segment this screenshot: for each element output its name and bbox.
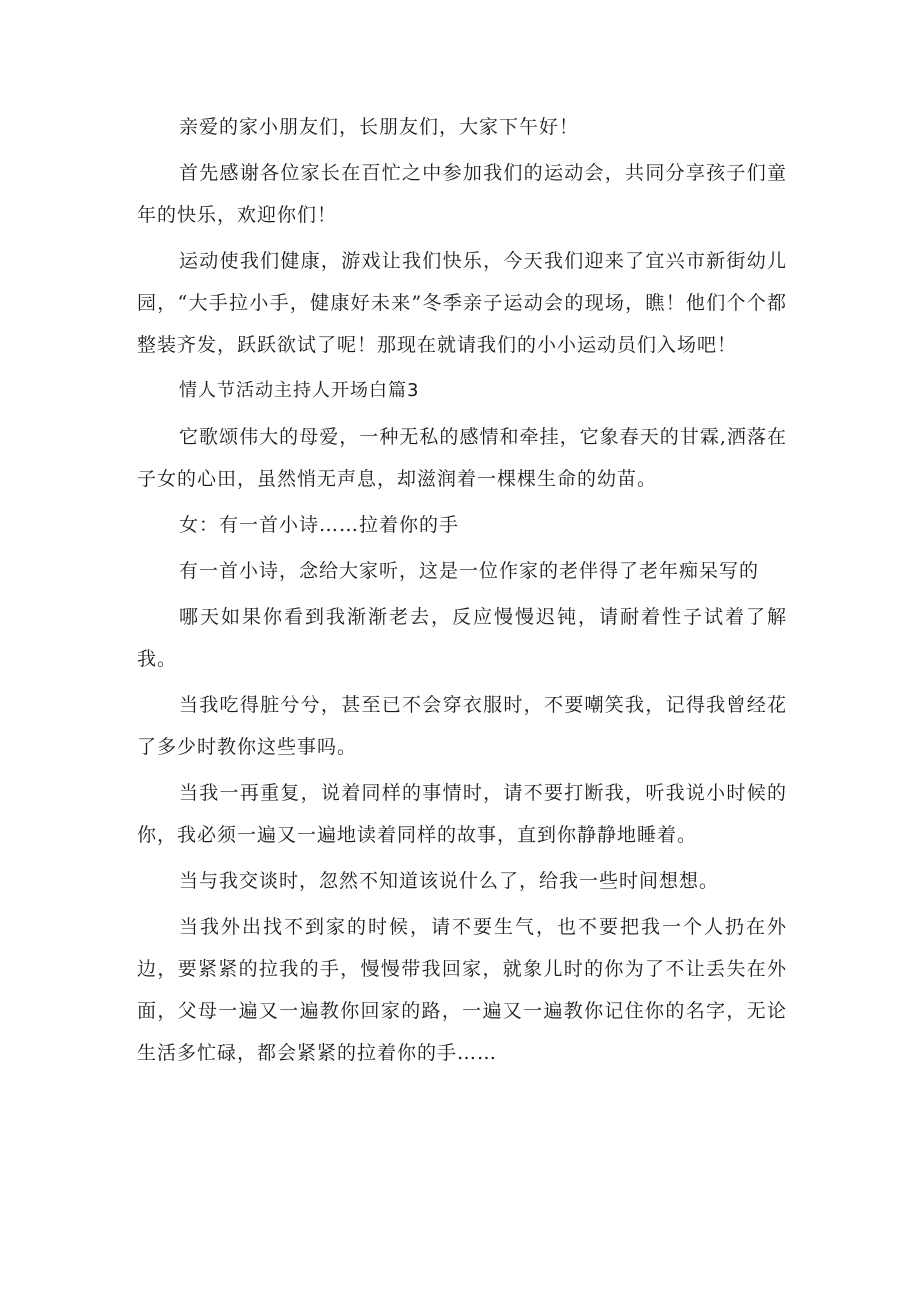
paragraph-greeting: 亲爱的家小朋友们，长朋友们，大家下午好！: [179, 116, 580, 138]
paragraph-poem-note: 有一首小诗，念给大家听，这是一位作家的老伴得了老年痴呆写的: [179, 560, 760, 582]
paragraph-poem-line-3: 当我一再重复，说着同样的事情时，请不要打断我，听我说小时候的你，我必须一遍又一遍地读着同样的故事，直到你静静地睡着。: [137, 782, 787, 846]
paragraph-poem-intro: 女：有一首小诗……拉着你的手: [179, 514, 460, 536]
paragraph-poem-line-5: 当我外出找不到家的时候，请不要生气，也不要把我一个人扔在外边，要紧紧的拉我的手，慢慢带我回家，就象儿时的你为了不让丢失在外面，父母一遍又一遍教你回家的路，一遍又一遍教你记住你的名字，无论生活多忙碌，都会紧紧的拉着你的手……: [137, 916, 787, 1064]
paragraph-mother-love: 它歌颂伟大的母爱，一种无私的感情和牵挂，它象春天的甘霖,洒落在子女的心田，虽然悄无声息，却滋润着一棵棵生命的幼苗。: [137, 426, 787, 490]
paragraph-poem-line-1: 哪天如果你看到我渐渐老去，反应慢慢迟钝，请耐着性子试着了解我。: [137, 606, 787, 670]
paragraph-thanks: 首先感谢各位家长在百忙之中参加我们的运动会，共同分享孩子们童年的快乐，欢迎你们！: [137, 162, 787, 226]
paragraph-sports-meet: 运动使我们健康，游戏让我们快乐，今天我们迎来了宜兴市新街幼儿园，“大手拉小手，健康好未来”冬季亲子运动会的现场，瞧！他们个个都整装齐发，跃跃欲试了呢！那现在就请我们的小小运动员们入场吧！: [137, 250, 787, 356]
paragraph-poem-line-4: 当与我交谈时，忽然不知道该说什么了，给我一些时间想想。: [179, 870, 720, 892]
document-body: [137, 106, 787, 1078]
paragraph-poem-line-2: 当我吃得脏兮兮，甚至已不会穿衣服时，不要嘲笑我，记得我曾经花了多少时教你这些事吗。: [137, 694, 787, 758]
section-heading: 情人节活动主持人开场白篇3: [179, 380, 420, 401]
